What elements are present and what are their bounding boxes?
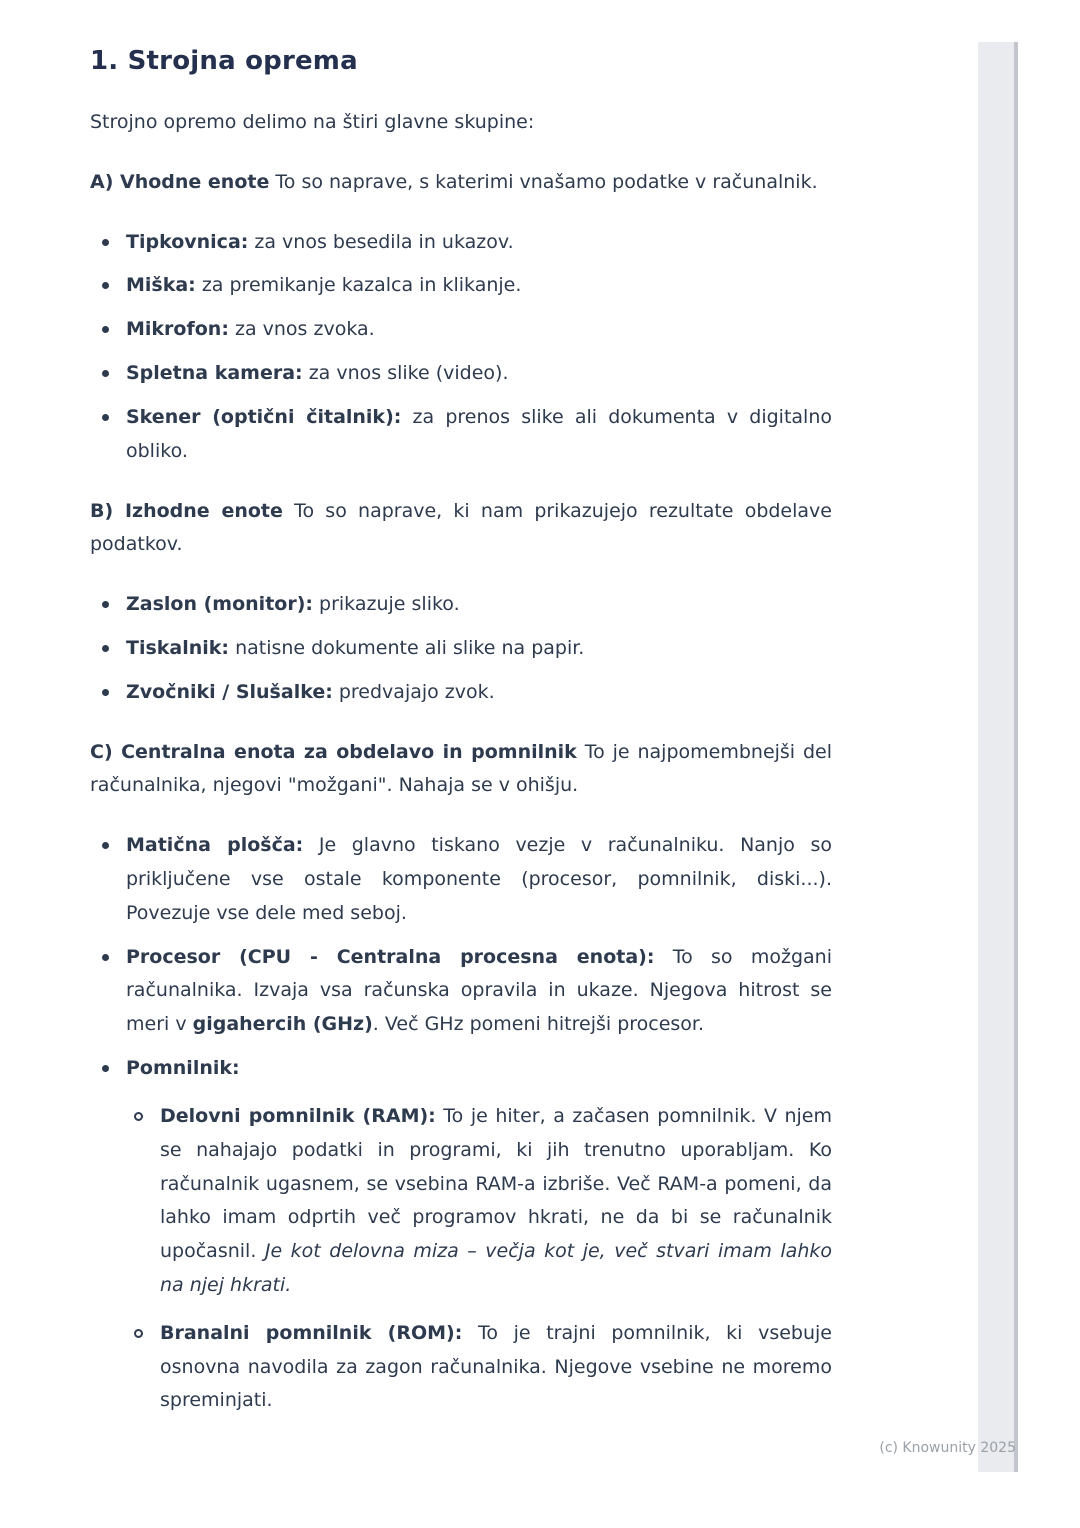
item-label: Mikrofon: [126,318,229,341]
bullet-dot-icon [102,326,109,333]
list-item [90,357,832,391]
bullet-dot-icon [102,282,109,289]
item-text: . Več GHz pomeni hitrejši procesor. [372,1013,705,1036]
list-item [90,588,832,622]
bullet-dot-icon [102,1065,109,1072]
item-label: Zaslon (monitor): [126,593,313,616]
item-text: za vnos slike (video). [302,362,509,385]
bullet-dot-icon [102,601,109,608]
section-c-label: C) Centralna enota za obdelavo in pomnilnik [90,740,577,763]
item-text: za premikanje kazalca in klikanje. [195,274,522,297]
item-text: za vnos zvoka. [228,318,375,341]
bullet-circle-icon [134,1329,143,1338]
list-item [90,401,832,469]
list-item [90,632,832,666]
item-text: prikazuje sliko. [312,593,460,616]
bullet-dot-icon [102,689,109,696]
bullet-dot-icon [102,842,109,849]
section-b-heading [90,495,832,563]
memory-sublist [126,1100,832,1418]
item-text: za vnos besedila in ukazov. [248,230,514,253]
item-italic-note: Je kot delovna miza – večja kot je, več stvari imam lahko na njej hkrati. [160,1240,832,1296]
list-item [90,941,832,1042]
document-page [90,46,832,1444]
bullet-circle-icon [134,1112,143,1121]
sub-list-item [126,1100,832,1303]
item-text: Je glavno tiskano vezje v računalniku. Nanjo so priključene vse ostale komponente (procesor, pomnilnik, diski...). Povezuje vse dele med seboj. [126,834,832,924]
section-c-list [90,829,832,1418]
bullet-dot-icon [102,370,109,377]
list-item [90,829,832,930]
item-text: To so možgani računalnika. Izvaja vsa računska opravila in ukaze. Njegova hitrost se meri v [126,945,832,1036]
copyright-credit: (c) Knowunity 2025 [879,1440,1016,1456]
bullet-dot-icon [102,645,109,652]
scrollbar-track[interactable] [978,42,1018,1472]
item-text: predvajajo zvok. [332,680,495,703]
item-text: natisne dokumente ali slike na papir. [229,636,585,659]
item-text: za prenos slike ali dokumenta v digitalno obliko. [126,405,832,462]
list-item [90,269,832,303]
item-emphasis: gigahercih (GHz) [192,1013,373,1036]
item-label: Branalni pomnilnik (ROM): [160,1321,463,1344]
section-a-list [90,226,832,469]
bullet-dot-icon [102,239,109,246]
sub-list-item [126,1317,832,1418]
list-item [90,676,832,710]
section-a-text: To so naprave, s katerimi vnašamo podatke v računalnik. [269,170,818,193]
item-label: Delovni pomnilnik (RAM): [160,1104,436,1127]
item-label: Zvočniki / Slušalke: [126,680,333,703]
list-item [90,313,832,347]
page-title: 1. Strojna oprema [90,46,358,76]
section-a-heading [90,166,832,200]
item-text: To je hiter, a začasen pomnilnik. V njem se nahajajo podatki in programi, ki jih trenutno uporabljam. Ko računalnik ugasnem, se vsebina RAM-a izbriše. Več RAM-a pomeni, da lahko imam odprtih več programov hkrati, ne da bi se računalnik upočasnil. [160,1104,833,1263]
section-b-label: B) Izhodne enote [90,499,283,522]
item-label: Tipkovnica: [126,230,249,253]
item-label: Pomnilnik: [126,1057,240,1080]
section-b-list [90,588,832,709]
list-item [90,1052,832,1418]
section-a-label: A) Vhodne enote [90,170,270,193]
item-label: Matična plošča: [126,834,304,857]
section-c-text: To je najpomembnejši del računalnika, njegovi "možgani". Nahaja se v ohišju. [90,740,833,797]
bullet-dot-icon [102,414,109,421]
bullet-dot-icon [102,954,109,961]
item-label: Miška: [126,274,196,297]
section-b-text: To so naprave, ki nam prikazujejo rezultate obdelave podatkov. [90,499,832,556]
list-item [90,226,832,260]
item-label: Tiskalnik: [126,636,230,659]
item-text: To je trajni pomnilnik, ki vsebuje osnovna navodila za zagon računalnika. Njegove vsebine ne moremo spreminjati. [160,1321,832,1412]
item-label: Skener (optični čitalnik): [126,405,402,428]
intro-paragraph: Strojno opremo delimo na štiri glavne skupine: [90,111,535,133]
item-label: Procesor (CPU - Centralna procesna enota): [126,945,655,968]
item-label: Spletna kamera: [126,362,303,385]
section-c-heading [90,736,832,804]
